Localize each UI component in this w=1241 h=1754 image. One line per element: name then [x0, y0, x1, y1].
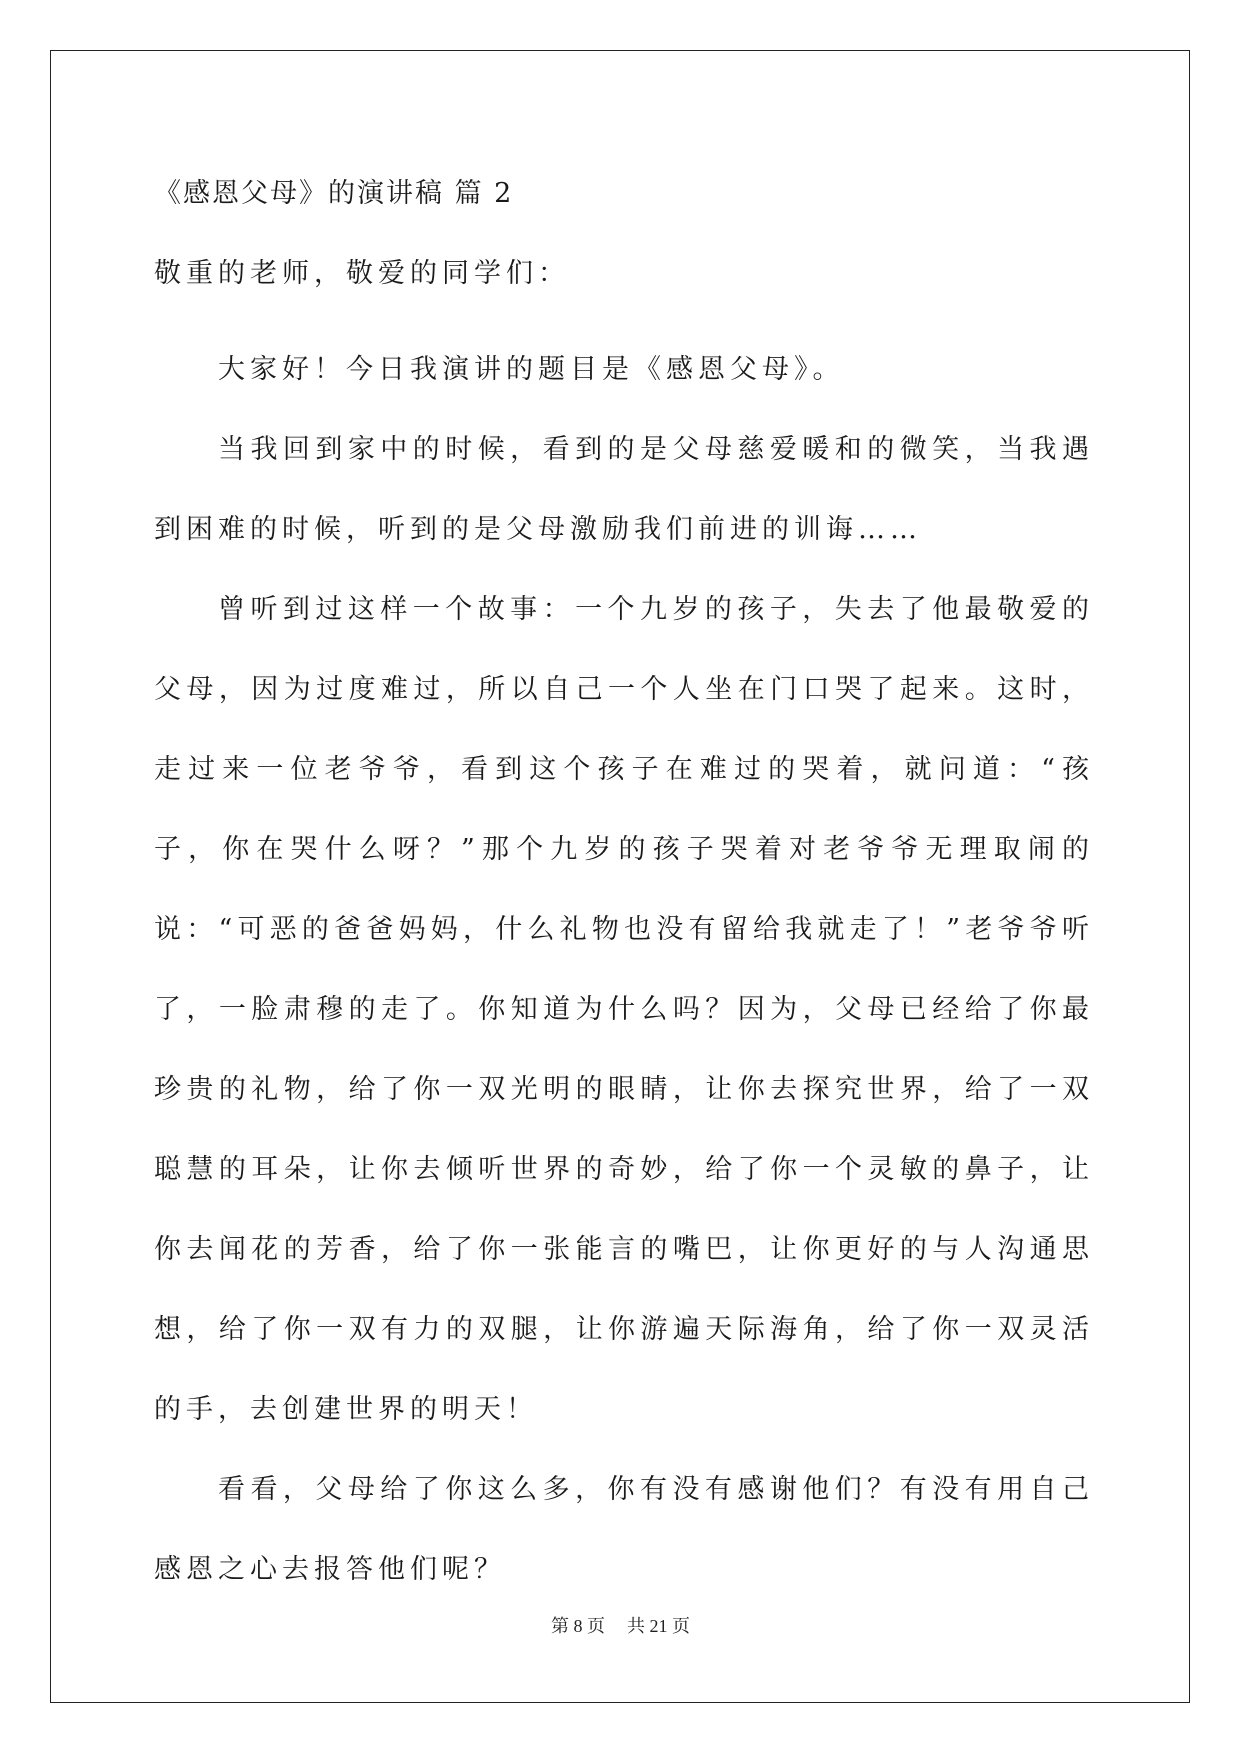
paragraph-greeting: 大家好！今日我演讲的题目是《感恩父母》。	[218, 354, 845, 385]
paragraph-conclusion: 看看，父母给了你这么多，你有没有感谢他们？有没有用自己感恩之心去报答他们呢？	[154, 1474, 1094, 1585]
salutation: 敬重的老师，敬爱的同学们：	[154, 258, 570, 289]
document-body	[154, 170, 1094, 1610]
paragraph-home: 当我回到家中的时候，看到的是父母慈爱暖和的微笑，当我遇到困难的时候，听到的是父母激励我们前进的训诲……	[154, 434, 1094, 545]
paragraph-story: 曾听到过这样一个故事：一个九岁的孩子，失去了他最敬爱的父母，因为过度难过，所以自己一个人坐在门口哭了起来。这时，走过来一位老爷爷，看到这个孩子在难过的哭着，就问道：“孩子，你在哭什么呀？”那个九岁的孩子哭着对老爷爷无理取闹的说：“可恶的爸爸妈妈，什么礼物也没有留给我就走了！”老爷爷听了，一脸肃穆的走了。你知道为什么吗？因为，父母已经给了你最珍贵的礼物，给了你一双光明的眼睛，让你去探究世界，给了一双聪慧的耳朵，让你去倾听世界的奇妙，给了你一个灵敏的鼻子，让你去闻花的芳香，给了你一张能言的嘴巴，让你更好的与人沟通思想，给了你一双有力的双腿，让你游遍天际海角，给了你一双灵活的手，去创建世界的明天！	[154, 594, 1094, 1425]
page-number: 第 8 页	[551, 1616, 605, 1636]
page-footer	[0, 1612, 1241, 1638]
document-title: 《感恩父母》的演讲稿 篇 2	[154, 178, 514, 209]
page-total: 共 21 页	[627, 1616, 690, 1636]
